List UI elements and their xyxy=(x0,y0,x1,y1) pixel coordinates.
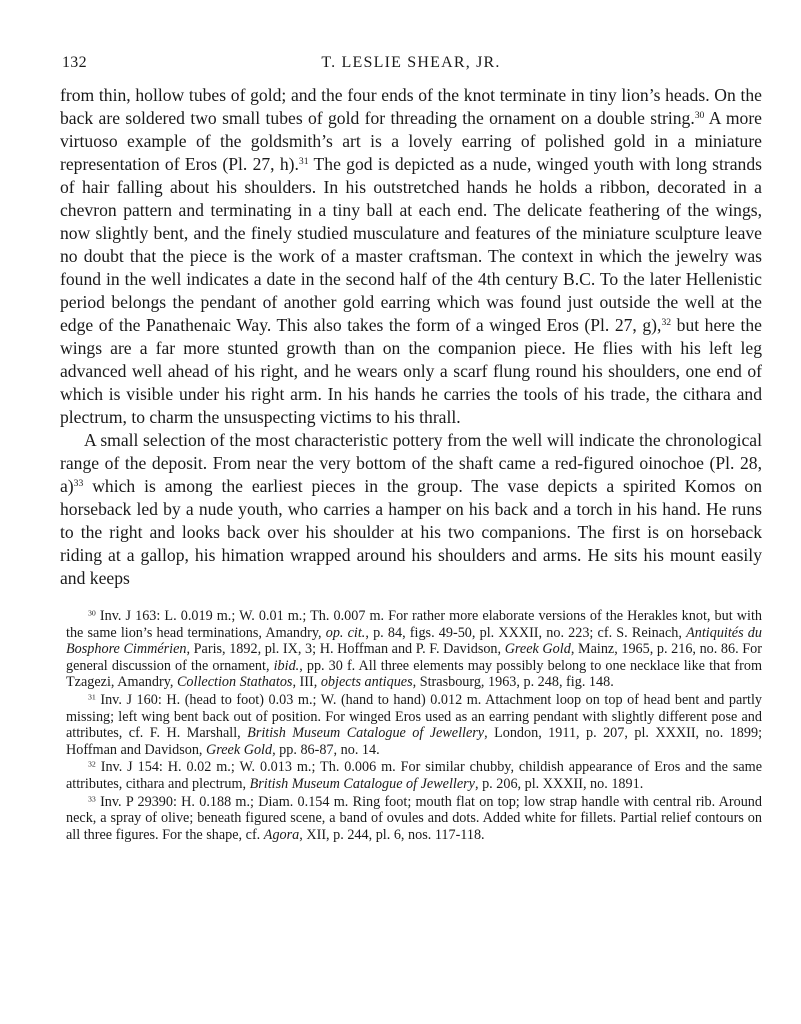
note-text: , p. 206, pl. XXXII, no. 1891. xyxy=(474,775,644,792)
paragraph-2 xyxy=(60,429,762,590)
text-run: To the later Hellenistic period belongs the pendant of another gold earring which was found just outside the well at the edge of the Panathenaic Way. This also takes the form of a winged Eros (Pl. 27, g), xyxy=(60,269,762,335)
note-citation: op. cit. xyxy=(325,624,366,641)
note-text: Inv. P 29390: H. 0.188 m.; Diam. 0.154 m. Ring foot; mouth flat on top; low strap handle with central rib. Around neck, a spray of olive; beneath figured scene, a band of ovules and dots. Added white for fillets. Partial relief contours on all three figures. For the shape, cf. xyxy=(66,793,762,843)
note-text: , Mainz, 1965, p. 216, no. 86. For general discussion of the ornament, xyxy=(66,641,762,674)
footnote-number: 33 xyxy=(88,793,96,803)
note-citation: Greek Gold xyxy=(504,641,571,658)
text-run: but here the wings are a far more stunted growth than on the companion piece. He flies with his left leg advanced well ahead of his right, and he wears only a scarf flung round his shoulders, one end of which is visible under his right arm. In his hands he carries the tools of his trade, the cithara and plectrum, to charm the unsuspecting victims to his thrall. xyxy=(60,315,762,427)
note-citation: Agora xyxy=(263,826,300,843)
note-text: , p. 84, figs. 49-50, pl. XXXII, no. 223; cf. S. Reinach, xyxy=(365,624,687,641)
note-text: , pp. 30 f. All three elements may possibly belong to one necklace like that from Tzagezi, Amandry, xyxy=(66,657,763,691)
note-text: Inv. J 160: H. (head to foot) 0.03 m.; W. (hand to hand) 0.012 m. Attachment loop on top of head bent and partly missing; left wing bent back out of position. For winged Eros used as an earring pendant with slightly different pose and attributes, cf. F. H. Marshall, xyxy=(66,691,762,742)
footnotes xyxy=(60,608,762,843)
text-run: A more virtuoso example of the goldsmith’s art is a lovely earring of polished gold in a miniature representation of Eros (Pl. 27, h). xyxy=(60,108,762,174)
footnote-ref-33[interactable]: 33 xyxy=(73,478,84,490)
note-text: , XII, p. 244, pl. 6, nos. 117-118. xyxy=(299,826,485,843)
note-text: , pp. 86-87, no. 14. xyxy=(272,741,380,758)
text-run: A small selection of the most characteristic pottery from the well will indicate the chronological range of the deposit. From near the very bottom of the shaft came a red-figured oinochoe (Pl. 28, a) xyxy=(60,430,762,496)
footnote-number: 30 xyxy=(88,608,96,618)
text-run: from thin, hollow tubes of gold; and the four ends of the knot terminate in tiny lion’s heads. On the back are soldered two small tubes of gold for threading the ornament on a double string. xyxy=(60,85,762,128)
note-citation: Collection Stathatos xyxy=(176,674,293,691)
note-text: Inv. J 154: H. 0.02 m.; W. 0.013 m.; Th. 0.006 m. For similar chubby, childish appearance of Eros and the same attributes, cithara and plectrum, xyxy=(66,759,762,792)
note-citation: Antiquités du Bosphore Cimmérien xyxy=(66,624,762,658)
text-run: which is among the earliest pieces in the group. The vase depicts a spirited Komos on horseback led by a nude youth, who carries a hamper on his back and a torch in his hand. He runs to the right and looks back over his shoulder at his two companions. The first is on horseback riding at a gallop, his himation wrapped around his shoulders and arms. He sits his mount easily and keeps xyxy=(60,476,762,588)
paragraph-1 xyxy=(60,84,762,429)
running-head: T. LESLIE SHEAR, JR. xyxy=(321,54,501,71)
footnote-32 xyxy=(66,759,762,792)
note-text: , Strasbourg, 1963, p. 248, fig. 148. xyxy=(412,674,614,691)
era-abbreviation: B.C. xyxy=(563,269,596,289)
note-text: , Paris, 1892, pl. IX, 3; H. Hoffman and P. F. Davidson, xyxy=(186,641,505,658)
footnote-30 xyxy=(66,608,762,691)
note-citation: Greek Gold xyxy=(206,741,273,758)
note-text: , London, 1911, p. 207, pl. XXXII, no. 1899; Hoffman and Davidson, xyxy=(66,725,763,758)
page-header xyxy=(60,54,762,84)
footnote-33 xyxy=(66,794,762,844)
footnote-31 xyxy=(66,692,762,758)
body-text xyxy=(60,84,762,590)
note-citation: British Museum Catalogue of Jewellery xyxy=(249,775,475,792)
footnote-number: 31 xyxy=(88,692,96,702)
document-page xyxy=(60,54,762,844)
note-text: , III, xyxy=(292,674,321,691)
footnote-ref-30[interactable]: 30 xyxy=(694,110,705,122)
page-number: 132 xyxy=(62,54,87,71)
note-citation: British Museum Catalogue of Jewellery xyxy=(247,725,485,742)
footnote-ref-31[interactable]: 31 xyxy=(298,156,309,168)
note-citation: ibid. xyxy=(273,657,300,674)
text-run: The god is depicted as a nude, winged youth with long strands of hair falling about his shoulders. In his outstretched hands he holds a ribbon, decorated in a chevron pattern and terminating in a tiny ball at each end. The delicate feathering of the wings, now slightly bent, and the finely studied musculature and features of the miniature sculpture leave no doubt that the piece is the work of a master craftsman. The context in which the jewelry was found in the well indicates a date in the second half of the 4th century xyxy=(60,154,762,289)
note-text: Inv. J 163: L. 0.019 m.; W. 0.01 m.; Th. 0.007 m. For rather more elaborate versions of the Herakles knot, but with the same lion’s head terminations, Amandry, xyxy=(66,608,762,641)
footnote-ref-32[interactable]: 32 xyxy=(661,317,672,329)
note-citation: objects antiques xyxy=(320,674,413,691)
footnote-number: 32 xyxy=(88,759,96,769)
